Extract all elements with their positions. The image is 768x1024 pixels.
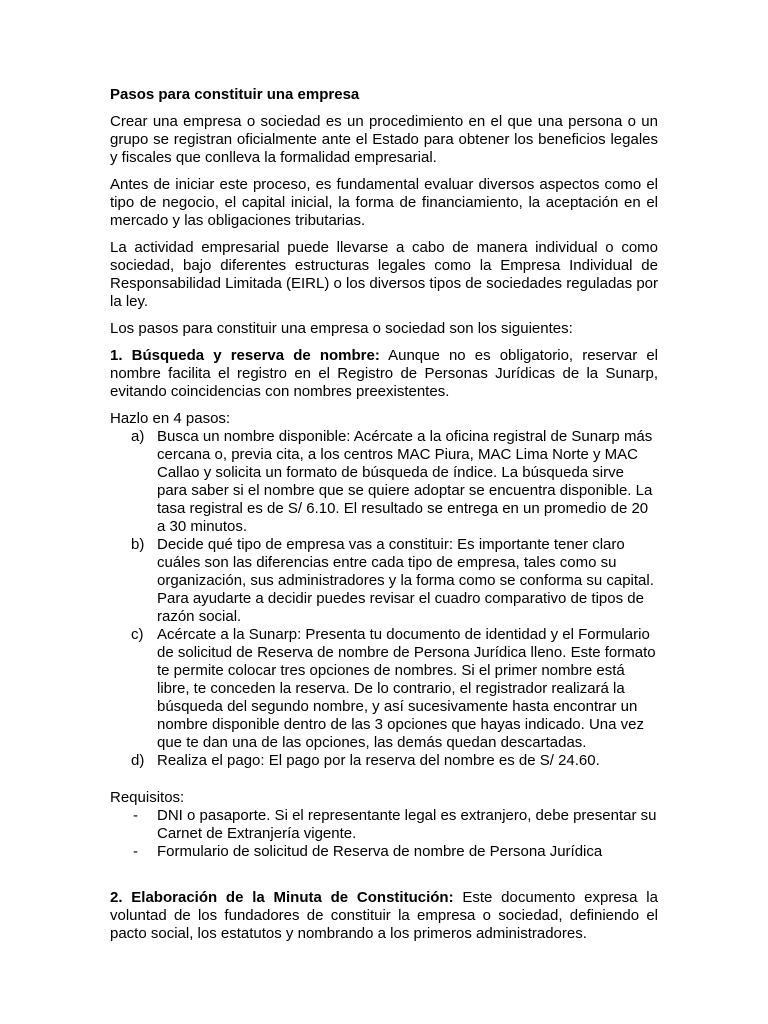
document-title: Pasos para constituir una empresa [110, 86, 360, 103]
list-item [110, 428, 658, 536]
evaluation-paragraph: Antes de iniciar este proceso, es fundamental evaluar diversos aspectos como el tipo de negocio, el capital inicial, la forma de financiamiento, la aceptación en el mercado y las obligaciones tributarias. [110, 176, 658, 229]
list-item [110, 843, 658, 861]
section-1-heading: 1. Búsqueda y reserva de nombre: [110, 347, 380, 364]
list-marker: b) [131, 536, 145, 553]
requirements-intro: Requisitos: [110, 789, 185, 806]
list-item [110, 536, 658, 626]
section-2-paragraph [110, 889, 658, 943]
list-marker: d) [131, 752, 145, 769]
list-marker: c) [131, 626, 144, 643]
section-2-heading: 2. Elaboración de la Minuta de Constitución: [110, 889, 454, 906]
list-item-text: Acércate a la Sunarp: Presenta tu documento de identidad y el Formulario de solicitud de Reserva de nombre de Persona Jurídica lleno. Este formato te permite colocar tres opciones de nombres. Si el primer nombre está libre, te conceden la reserva. De lo contrario, el registrador realizará la búsqueda del segundo nombre, y así sucesivamente hasta encontrar un nombre disponible dentro de las 3 opciones que hayas indicado. Una vez que te dan una de las opciones, las demás quedan descartadas. [157, 626, 656, 751]
section-2-text: Este documento expresa la voluntad de los fundadores de constituir la empresa o sociedad, definiendo el pacto social, los estatutos y nombrando a los primeros administradores. [110, 889, 658, 942]
steps-lead-paragraph: Los pasos para constituir una empresa o sociedad son los siguientes: [110, 320, 573, 337]
section-1-text: Aunque no es obligatorio, reservar el nombre facilita el registro en el Registro de Personas Jurídicas de la Sunarp, evitando coincidencias con nombres preexistentes. [110, 347, 658, 400]
list-item-text: Formulario de solicitud de Reserva de nombre de Persona Jurídica [157, 843, 603, 860]
list-item [110, 752, 658, 770]
section-1-paragraph [110, 347, 658, 401]
steps-list [110, 428, 658, 770]
list-item-text: Decide qué tipo de empresa vas a constituir: Es importante tener claro cuáles son las diferencias entre cada tipo de empresa, tales como su organización, sus administradores y la forma como se conforma su capital. Para ayudarte a decidir puedes revisar el cuadro comparativo de tipos de razón social. [157, 536, 654, 625]
document-page [110, 86, 658, 952]
list-marker: - [133, 843, 138, 860]
list-item-text: DNI o pasaporte. Si el representante legal es extranjero, debe presentar su Carnet de Extranjería vigente. [157, 807, 657, 842]
list-marker: a) [131, 428, 145, 445]
list-item-text: Realiza el pago: El pago por la reserva del nombre es de S/ 24.60. [157, 752, 600, 769]
intro-paragraph: Crear una empresa o sociedad es un procedimiento en el que una persona o un grupo se registran oficialmente ante el Estado para obtener los beneficios legales y fiscales que conlleva la formalidad empresarial. [110, 113, 658, 166]
steps-intro: Hazlo en 4 pasos: [110, 410, 231, 427]
requirements-list [110, 807, 658, 861]
structures-paragraph: La actividad empresarial puede llevarse a cabo de manera individual o como sociedad, bajo diferentes estructuras legales como la Empresa Individual de Responsabilidad Limitada (EIRL) o los diversos tipos de sociedades reguladas por la ley. [110, 239, 658, 310]
list-item [110, 626, 658, 752]
list-marker: - [133, 807, 138, 824]
list-item [110, 807, 658, 843]
list-item-text: Busca un nombre disponible: Acércate a la oficina registral de Sunarp más cercana o, previa cita, a los centros MAC Piura, MAC Lima Norte y MAC Callao y solicita un formato de búsqueda de índice. La búsqueda sirve para saber si el nombre que se quiere adoptar se encuentra disponible. La tasa registral es de S/ 6.10. El resultado se entrega en un promedio de 20 a 30 minutos. [157, 428, 653, 535]
